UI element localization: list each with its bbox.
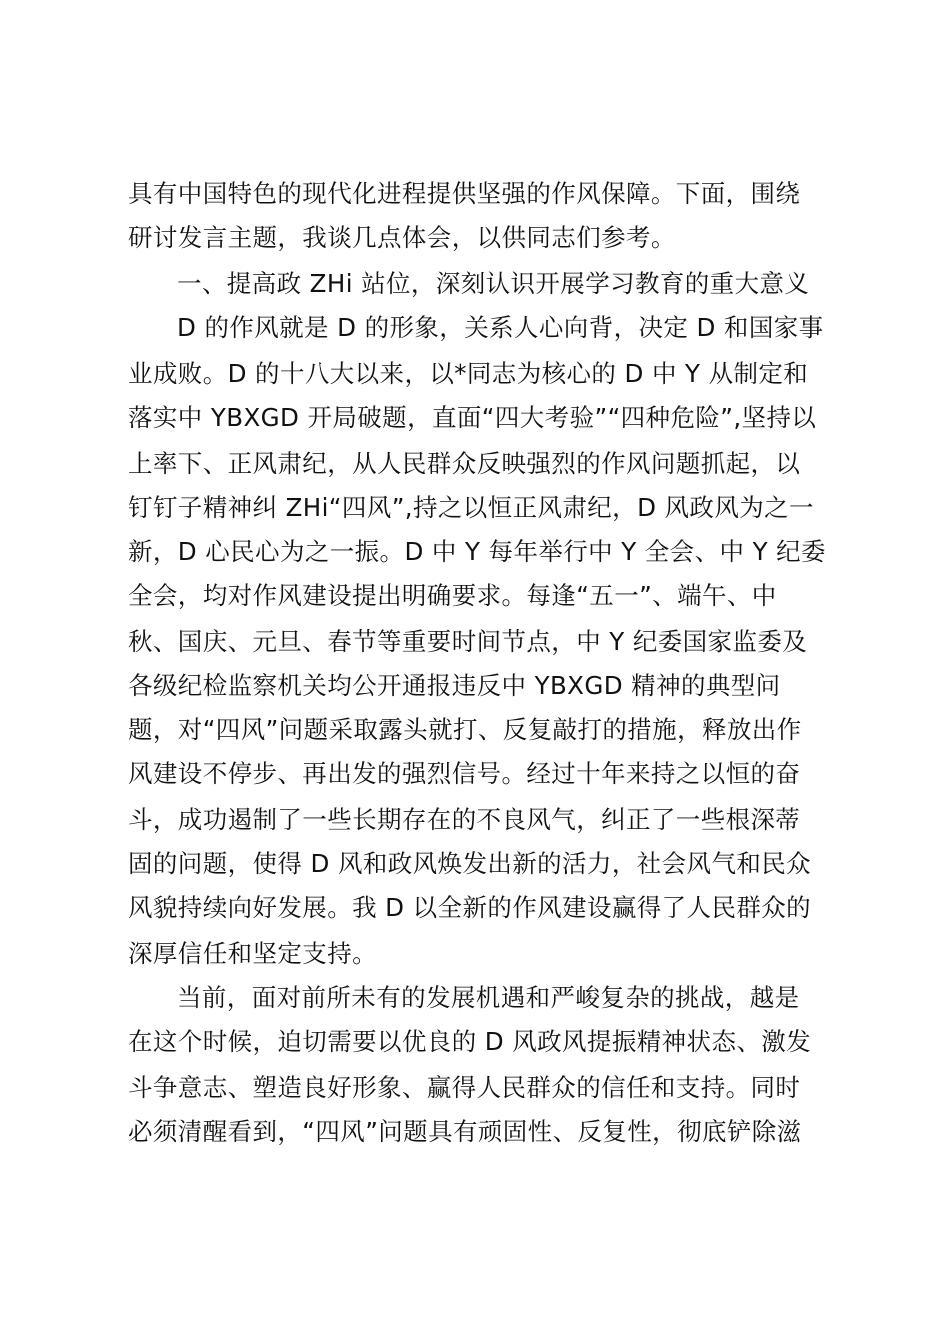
text-line: 深厚信任和坚定支持。 (128, 939, 377, 968)
paragraph-start: 当前，面对前所未有的发展机遇和严峻复杂的挑战，越是 (177, 983, 800, 1012)
text-line: 风建设不停步、再出发的强烈信号。经过十年来持之以恒的奋 (128, 759, 801, 788)
text-line: 上率下、正风肃纪，从人民群众反映强烈的作风问题抓起，以 (128, 449, 801, 478)
text-line: 固的问题，使得 D 风和政风焕发出新的活力，社会风气和民众 (128, 849, 812, 878)
text-line: 秋、国庆、元旦、春节等重要时间节点，中 Y 纪委国家监委及 (128, 627, 808, 656)
text-line: 题，对“四风”问题采取露头就打、反复敲打的措施，释放出作 (128, 715, 802, 744)
paragraph-start: D 的作风就是 D 的形象，关系人心向背，决定 D 和国家事 (177, 313, 824, 342)
text-line: 全会，均对作风建设提出明确要求。每逢“五一”、端午、中 (128, 581, 777, 610)
text-line: 各级纪检监察机关均公开通报违反中 YBXGD 精神的典型问 (128, 671, 781, 700)
text-line: 斗争意志、塑造良好形象、赢得人民群众的信任和支持。同时 (128, 1073, 801, 1102)
text-line: 落实中 YBXGD 开局破题，直面“四大考验”“四种危险”,坚持以 (128, 403, 817, 432)
text-line: 在这个时候，迫切需要以优良的 D 风政风提振精神状态、激发 (128, 1027, 812, 1056)
text-line: 必须清醒看到，“四风”问题具有顽固性、反复性，彻底铲除滋 (128, 1117, 802, 1146)
text-line: 业成败。D 的十八大以来，以*同志为核心的 D 中 Y 从制定和 (128, 359, 809, 388)
text-line: 新，D 心民心为之一振。D 中 Y 每年举行中 Y 全会、中 Y 纪委 (128, 537, 826, 566)
text-line: 钉钉子精神纠 ZHi“四风”,持之以恒正风肃纪，D 风政风为之一 (128, 493, 814, 522)
text-line: 风貌持续向好发展。我 D 以全新的作风建设赢得了人民群众的 (128, 893, 812, 922)
text-line: 研讨发言主题，我谈几点体会，以供同志们参考。 (128, 223, 676, 252)
text-line: 斗，成功遏制了一些长期存在的不良风气，纠正了一些根深蒂 (128, 805, 801, 834)
section-heading: 一、提高政 ZHi 站位，深刻认识开展学习教育的重大意义 (177, 269, 810, 298)
text-line: 具有中国特色的现代化进程提供坚强的作风保障。下面，围绕 (128, 179, 801, 208)
